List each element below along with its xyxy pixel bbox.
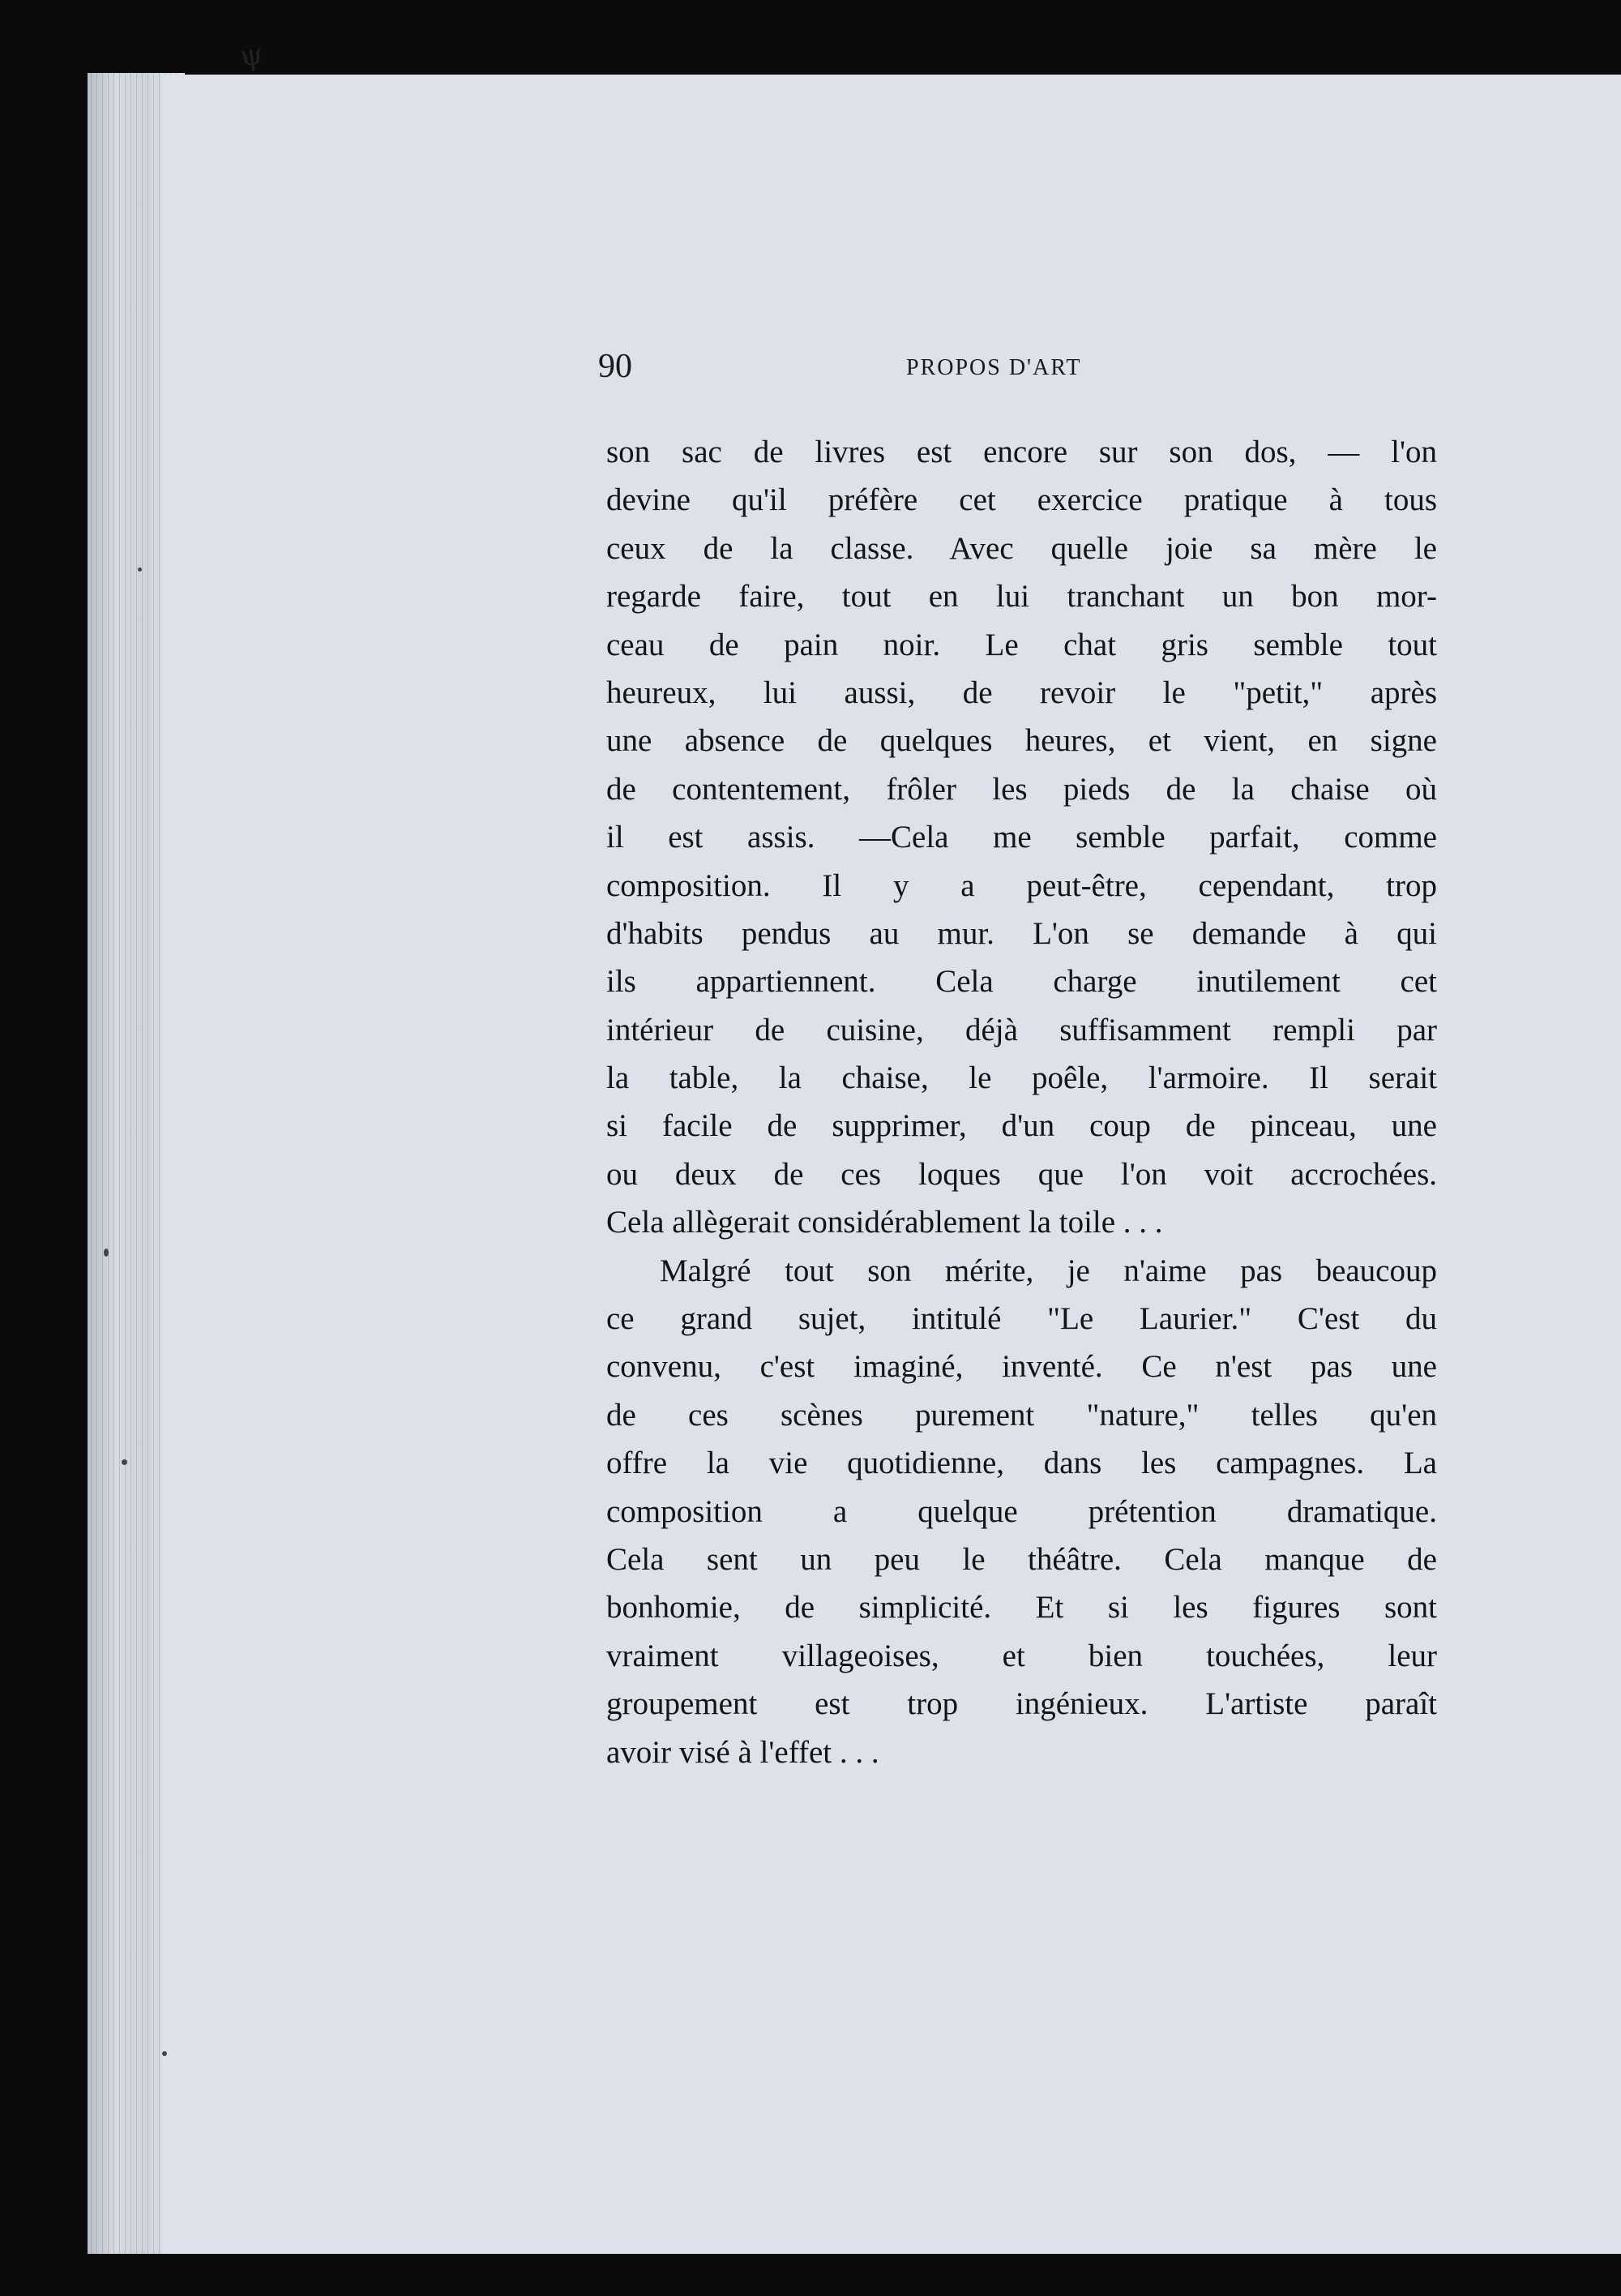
text-line: de ces scènes purement "nature," telles qu'en (606, 1397, 1437, 1433)
text-line: il est assis. —Cela me semble parfait, comme (606, 820, 1437, 855)
text-line: ceau de pain noir. Le chat gris semble tout (606, 627, 1437, 662)
text-line: regarde faire, tout en lui tranchant un bon mor- (606, 579, 1437, 615)
text-line: composition. Il y a peut-être, cependant, trop (606, 867, 1437, 903)
text-line: groupement est trop ingénieux. L'artiste paraît (606, 1686, 1437, 1722)
text-line: une absence de quelques heures, et vient, en signe (606, 723, 1437, 759)
text-line: intérieur de cuisine, déjà suffisamment rempli par (606, 1012, 1437, 1047)
body-text (606, 428, 1437, 1776)
running-head: PROPOS D'ART (906, 355, 1082, 380)
paragraph-2 (606, 1247, 1437, 1776)
text-line: bonhomie, de simplicité. Et si les figures sont (606, 1590, 1437, 1626)
text-line: ceux de la classe. Avec quelle joie sa mère le (606, 530, 1437, 566)
page-number: 90 (598, 348, 632, 385)
scan-speck (162, 2051, 167, 2056)
text-line: ou deux de ces loques que l'on voit accrochées. (606, 1156, 1437, 1192)
text-line: Cela sent un peu le théâtre. Cela manque de (606, 1541, 1437, 1577)
text-line: ce grand sujet, intitulé "Le Laurier." C'est du (606, 1301, 1437, 1337)
text-line: Malgré tout son mérite, je n'aime pas beaucoup (660, 1253, 1437, 1288)
page-header (598, 347, 1133, 392)
text-line: composition a quelque prétention dramatique. (606, 1493, 1437, 1529)
scan-speck (104, 1249, 109, 1257)
text-line: son sac de livres est encore sur son dos, — l'on (606, 435, 1437, 469)
text-line: si facile de supprimer, d'un coup de pinceau, une (606, 1108, 1437, 1144)
paragraph-1 (606, 428, 1437, 1247)
text-line: d'habits pendus au mur. L'on se demande à qui (606, 915, 1437, 951)
text-line: vraiment villageoises, et bien touchées, leur (606, 1638, 1437, 1673)
text-line: Cela allègerait considérablement la toile . . . (606, 1205, 1163, 1240)
text-line: offre la vie quotidienne, dans les campagnes. La (606, 1446, 1437, 1481)
text-line: ils appartiennent. Cela charge inutilement cet (606, 964, 1437, 1000)
text-line: heureux, lui aussi, de revoir le "petit," après (606, 675, 1437, 710)
text-line: avoir visé à l'effet . . . (606, 1734, 879, 1770)
pencil-mark: ψ (237, 37, 265, 74)
scan-speck (122, 1459, 127, 1465)
text-line: la table, la chaise, le poêle, l'armoire. Il serait (606, 1060, 1437, 1096)
text-line: convenu, c'est imaginé, inventé. Ce n'est pas une (606, 1349, 1437, 1385)
text-line: devine qu'il préfère cet exercice pratique à tous (606, 482, 1437, 518)
text-line: de contentement, frôler les pieds de la chaise où (606, 771, 1437, 807)
scan-speck (138, 568, 142, 572)
